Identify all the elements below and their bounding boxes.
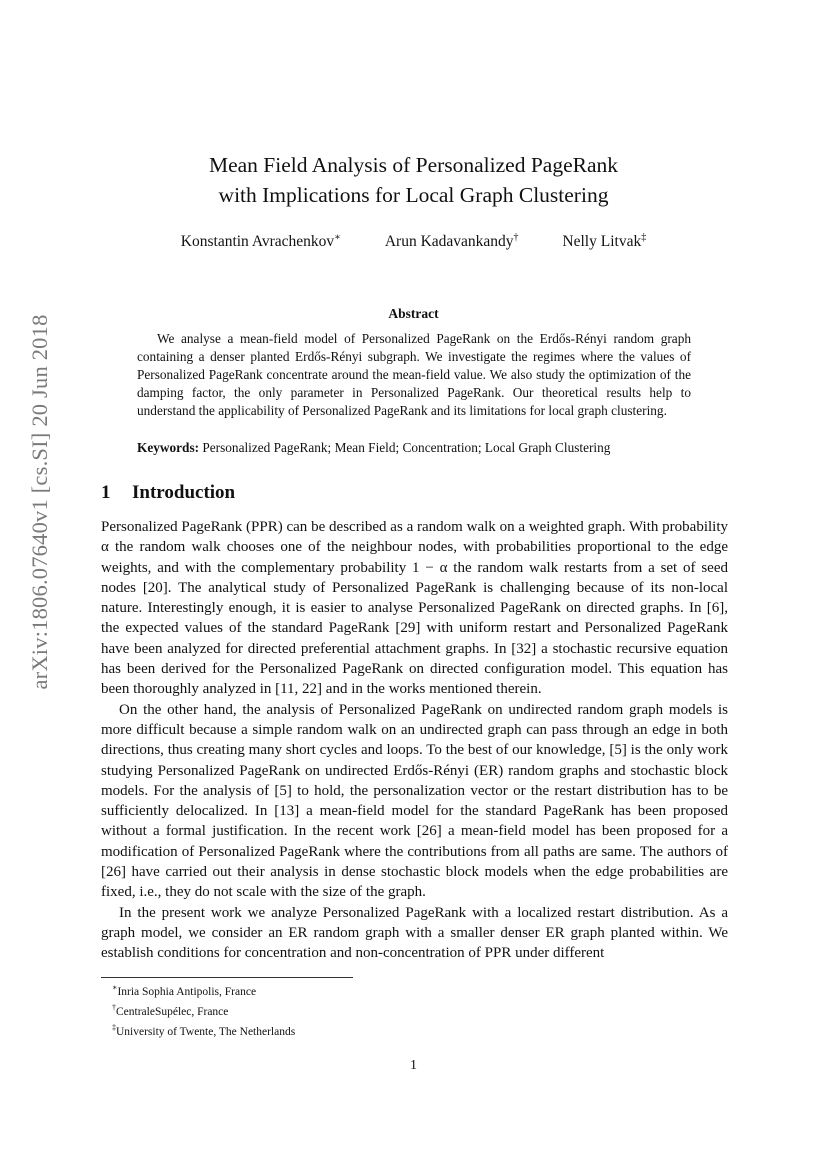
paper-title (0, 150, 827, 210)
paragraph: Personalized PageRank (PPR) can be described as a random walk on a weighted graph. With probability α the random walk chooses one of the neighbour nodes, with probabilities proportional to the edge weights, and with the complementary probability 1 − α the random walk restarts from a set of seed nodes [20]. The analytical study of Personalized PageRank is challenging because of its non-local nature. Interestingly enough, it is easier to analyse Personalized PageRank on directed graphs. In [6], the expected values of the standard PageRank [29] with uniform restart and Personalized PageRank have been analyzed for directed preferential attachment graphs. In [32] a stochastic recursive equation has been derived for the Personalized PageRank on directed configuration model. This equation has been thoroughly analyzed in [11, 22] and in the works mentioned therein. (101, 519, 728, 698)
abstract-heading: Abstract (388, 306, 439, 321)
page-number: 1 (410, 1058, 417, 1073)
footnotes (112, 980, 295, 1039)
author-mark: ‡ (641, 232, 647, 243)
keywords-label: Keywords: (137, 440, 200, 455)
title-line-1: Mean Field Analysis of Personalized PageRank (208, 153, 619, 177)
author-name: Nelly Litvak (562, 233, 642, 251)
author-list (0, 232, 827, 251)
section-title-text: Introduction (132, 482, 236, 503)
author (181, 232, 341, 251)
keywords-text: Personalized PageRank; Mean Field; Concentration; Local Graph Clustering (202, 440, 611, 455)
author (385, 232, 519, 251)
arxiv-id-text: arXiv:1806.07640v1 [cs.SI] 20 Jun 2018 (27, 314, 52, 690)
footnote-mark: ‡ (112, 1022, 116, 1032)
footnote-text: University of Twente, The Netherlands (116, 1025, 296, 1038)
footnote-mark: ∗ (112, 983, 118, 992)
section-number: 1 (101, 482, 111, 503)
keywords (137, 440, 697, 456)
footnote-rule (101, 977, 353, 978)
footnote-text: Inria Sophia Antipolis, France (117, 985, 257, 998)
footnote-text: CentraleSupélec, France (116, 1005, 229, 1018)
footnote-mark: † (112, 1002, 116, 1012)
author-name: Arun Kadavankandy (384, 233, 514, 251)
title-line-2: with Implications for Local Graph Clustering (218, 183, 609, 207)
author-mark: ∗ (334, 232, 341, 243)
author-name: Konstantin Avrachenkov (180, 233, 335, 251)
arxiv-identifier-stamp (16, 314, 64, 690)
footnote (112, 980, 295, 1000)
abstract-text: We analyse a mean-field model of Personalized PageRank on the Erdős-Rényi random graph containing a denser planted Erdős-Rényi subgraph. We investigate the regimes where the values of Personalized PageRank concentrate around the mean-field value. We also study the optimization of the damping factor, the only parameter in Personalized PageRank. Our theoretical results help to understand the applicability of Personalized PageRank and its limitations for local graph clustering. (137, 331, 691, 418)
section-heading (101, 482, 235, 504)
paragraph: On the other hand, the analysis of Personalized PageRank on undirected random graph models is more difficult because a simple random walk on an undirected graph can pass through an edge in both directions, thus creating many short cycles and loops. To the best of our knowledge, [5] is the only work studying Personalized PageRank on undirected Erdős-Rényi (ER) random graphs and stochastic block models. For the analysis of [5] to hold, the personalization vector or the restart distribution has to be sufficiently delocalized. In [13] a mean-field model for the standard PageRank has been proposed without a formal justification. In the recent work [26] a mean-field model has been proposed for a modification of Personalized PageRank where the contributions from all paths are same. The authors of [26] have carried out their analysis in dense stochastic block models when the edge probabilities are fixed, i.e., they do not scale with the size of the graph. (101, 701, 728, 901)
footnote (112, 1020, 295, 1040)
paragraph: In the present work we analyze Personalized PageRank with a localized restart distribution. As a graph model, we consider an ER random graph with a smaller denser ER graph planted within. We establish conditions for concentration and non-concentration of PPR under different (101, 904, 728, 962)
author (562, 232, 646, 251)
body-text (101, 517, 728, 964)
author-mark: † (513, 232, 519, 243)
footnote (112, 1000, 295, 1020)
